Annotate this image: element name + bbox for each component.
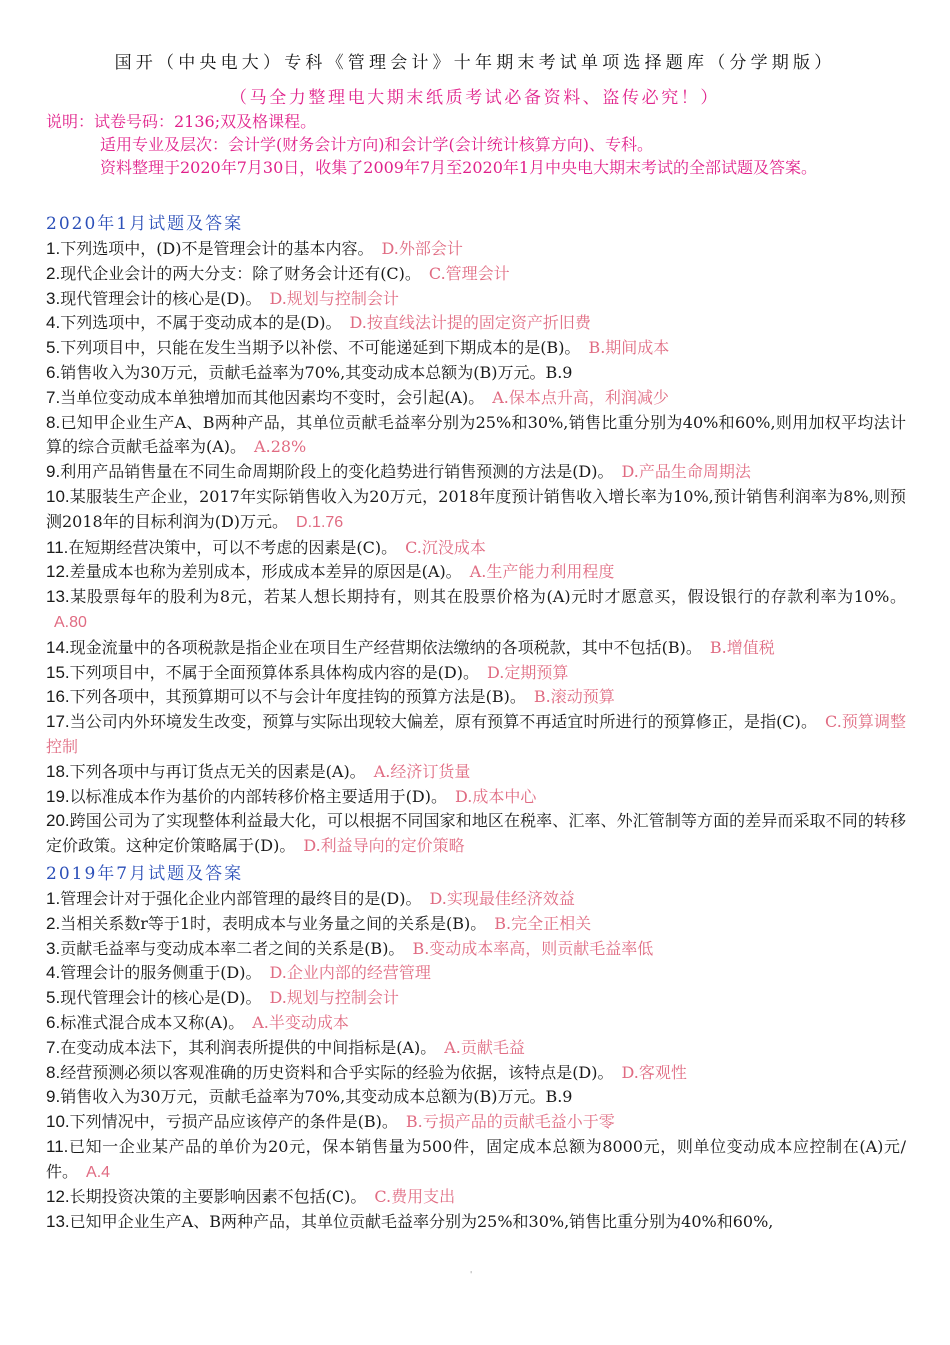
question-text: 利用产品销售量在不同生命周期阶段上的变化趋势进行销售预测的方法是(D)。 — [60, 462, 614, 482]
answer-text: B.变动成本率高，则贡献毛益率低 — [412, 938, 654, 958]
question-text: 管理会计对于强化企业内部管理的最终目的是(D)。 — [60, 888, 422, 908]
question-text: 销售收入为30万元，贡献毛益率为70%,其变动成本总额为(B)万元。B.9 — [60, 362, 573, 382]
question-text: 现代管理会计的核心是(D)。 — [60, 288, 262, 308]
question-text: 当单位变动成本单独增加而其他因素均不变时，会引起(A)。 — [60, 387, 485, 407]
answer-text: B.滚动预算 — [533, 687, 615, 707]
question-number: 1. — [46, 888, 61, 908]
question-text: 销售收入为30万元，贡献毛益率为70%,其变动成本总额为(B)万元。B.9 — [60, 1087, 573, 1107]
question-number: 8. — [46, 412, 61, 432]
answer-text: D.利益导向的定价策略 — [303, 836, 465, 856]
answer-text: C.预算调整控制 — [46, 712, 906, 756]
question-item — [46, 685, 906, 710]
question-text: 现金流量中的各项税款是指企业在项目生产经营期依法缴纳的各项税款，其中不包括(B)。 — [69, 637, 702, 657]
answer-text: A.4 — [86, 1163, 111, 1181]
question-text: 现代管理会计的核心是(D)。 — [60, 988, 262, 1008]
answer-text: D.客观性 — [621, 1062, 687, 1082]
answer-text: D.外部会计 — [381, 239, 463, 258]
answer-text: B.完全正相关 — [494, 913, 592, 933]
question-text: 当公司内外环境发生改变，预算与实际出现较大偏差，原有预算不再适宜时所进行的预算修正，是指(C)。 — [69, 712, 818, 732]
question-item — [46, 237, 906, 262]
document-title: 国开（中央电大）专科《管理会计》十年期末考试单项选择题库（分学期版） — [114, 53, 836, 73]
question-item — [46, 986, 906, 1011]
answer-text: C.管理会计 — [428, 263, 510, 283]
question-number: 5. — [46, 988, 61, 1008]
question-number: 19. — [46, 786, 70, 806]
answer-text: D.产品生命周期法 — [621, 462, 751, 482]
question-number: 1. — [46, 239, 61, 258]
document-subtitle: （马全力整理电大期末纸质考试必备资料、盗传必究！） — [230, 88, 720, 108]
question-number: 13. — [46, 587, 70, 607]
question-number: 4. — [46, 963, 61, 983]
question-number: 5. — [46, 338, 61, 358]
question-item — [46, 262, 906, 287]
question-number: 6. — [46, 1012, 61, 1032]
question-number: 3. — [46, 288, 61, 308]
section-heading: 2020年1月试题及答案 — [46, 214, 244, 234]
question-text: 长期投资决策的主要影响因素不包括(C)。 — [69, 1187, 367, 1207]
question-item — [46, 661, 906, 686]
question-number: 7. — [46, 387, 61, 407]
question-item — [46, 485, 906, 536]
note-applicable-majors: 适用专业及层次：会计学(财务会计方向)和会计学(会计统计核算方向)、专科。 — [100, 135, 653, 154]
question-item — [46, 585, 906, 636]
question-text: 已知一企业某产品的单价为20元，保本销售量为500件，固定成本总额为8000元，则单位变动成本应控制在(A)元/件。 — [46, 1136, 906, 1181]
question-item — [46, 912, 906, 937]
answer-text: D.定期预算 — [486, 662, 569, 682]
question-text: 标准式混合成本又称(A)。 — [60, 1012, 245, 1032]
question-text: 在变动成本法下，其利润表所提供的中间指标是(A)。 — [60, 1037, 437, 1057]
question-item — [46, 785, 906, 810]
question-list — [46, 209, 906, 1235]
answer-text: D.实现最佳经济效益 — [429, 888, 575, 908]
question-text: 某股票每年的股利为8元，若某人想长期持有，则其在股票价格为(A)元时才愿意买，假设银行的存款利率为10%。 — [69, 587, 906, 607]
answer-text: A.保本点升高，利润减少 — [492, 387, 669, 407]
question-number: 12. — [46, 1187, 70, 1207]
question-text: 已知甲企业生产A、B两种产品，其单位贡献毛益率分别为25%和30%,销售比重分别为40%和60%, — [69, 1212, 774, 1232]
question-text: 差量成本也称为差别成本，形成成本差异的原因是(A)。 — [69, 562, 462, 582]
section-heading: 2019年7月试题及答案 — [46, 863, 244, 884]
question-item — [46, 710, 906, 760]
question-item — [46, 1185, 906, 1210]
question-text: 以标准成本作为基价的内部转移价格主要适用于(D)。 — [69, 786, 447, 806]
question-item — [46, 1011, 906, 1036]
question-number: 16. — [46, 687, 70, 707]
question-number: 3. — [46, 938, 61, 958]
question-text: 管理会计的服务侧重于(D)。 — [60, 963, 262, 983]
question-number: 9. — [46, 1087, 61, 1107]
question-item — [46, 287, 906, 312]
question-item — [46, 361, 906, 386]
question-item — [46, 760, 906, 785]
question-item — [46, 560, 906, 585]
answer-text: A.半变动成本 — [252, 1012, 349, 1032]
question-item — [46, 809, 906, 859]
question-text: 下列选项中，(D)不是管理会计的基本内容。 — [60, 239, 374, 258]
question-item — [46, 460, 906, 485]
question-number: 7. — [46, 1037, 61, 1057]
question-item — [46, 386, 906, 411]
answer-text: A.贡献毛益 — [444, 1037, 525, 1057]
question-item — [46, 961, 906, 986]
note-exam-code: 说明：试卷号码：2136;双及格课程。 — [46, 112, 317, 131]
question-number: 15. — [46, 662, 70, 682]
question-item — [46, 1061, 906, 1086]
question-text: 某服装生产企业，2017年实际销售收入为20万元，2018年度预计销售收入增长率为10%,预计销售利润率为8%,则预测2018年的目标利润为(D)万元。 — [46, 486, 906, 531]
answer-text: C.沉没成本 — [405, 537, 486, 557]
question-text: 当相关系数r等于1时，表明成本与业务量之间的关系是(B)。 — [60, 913, 487, 933]
question-number: 8. — [46, 1062, 61, 1082]
question-text: 跨国公司为了实现整体利益最大化，可以根据不同国家和地区在税率、汇率、外汇管制等方面的差异而采取不同的转移定价政策。这种定价策略属于(D)。 — [46, 811, 906, 856]
page-mark: ' — [470, 1270, 473, 1279]
question-item — [46, 1110, 906, 1135]
question-text: 下列选项中，不属于变动成本的是(D)。 — [60, 313, 342, 333]
question-text: 下列情况中，亏损产品应该停产的条件是(B)。 — [69, 1112, 398, 1132]
question-number: 10. — [46, 1112, 70, 1132]
answer-text: D.规划与控制会计 — [269, 988, 399, 1008]
question-number: 20. — [46, 811, 70, 831]
question-text: 已知甲企业生产A、B两种产品，其单位贡献毛益率分别为25%和30%,销售比重分别为40%和60%,则用加权平均法计算的综合贡献毛益率为(A)。 — [46, 412, 906, 457]
question-text: 贡献毛益率与变动成本率二者之间的关系是(B)。 — [60, 938, 405, 958]
answer-text: A.经济订货量 — [373, 761, 471, 781]
question-number: 13. — [46, 1212, 70, 1232]
question-text: 现代企业会计的两大分支：除了财务会计还有(C)。 — [60, 263, 421, 283]
question-item — [46, 1036, 906, 1061]
question-number: 2. — [46, 263, 61, 283]
note-compilation-info: 资料整理于2020年7月30日，收集了2009年7月至2020年1月中央电大期末考试的全部试题及答案。 — [100, 158, 818, 177]
question-item — [46, 937, 906, 962]
question-item — [46, 636, 906, 661]
answer-text: D.规划与控制会计 — [269, 288, 399, 308]
answer-text: D.按直线法计提的固定资产折旧费 — [349, 313, 591, 333]
question-item — [46, 1210, 906, 1235]
question-number: 6. — [46, 362, 61, 382]
question-number: 11. — [46, 537, 69, 557]
question-number: 17. — [46, 712, 70, 732]
answer-text: B.期间成本 — [588, 338, 670, 358]
question-item — [46, 536, 906, 561]
answer-text: B.亏损产品的贡献毛益小于零 — [405, 1112, 615, 1132]
question-number: 12. — [46, 562, 70, 582]
question-text: 下列各项中与再订货点无关的因素是(A)。 — [69, 761, 366, 781]
question-text: 在短期经营决策中，可以不考虑的因素是(C)。 — [68, 537, 398, 557]
question-number: 11. — [46, 1136, 69, 1156]
question-number: 9. — [46, 462, 61, 482]
question-item — [46, 887, 906, 912]
answer-text: A.生产能力利用程度 — [469, 562, 615, 582]
answer-text: A.80 — [54, 613, 87, 631]
answer-text: D.成本中心 — [454, 786, 537, 806]
question-number: 10. — [46, 486, 70, 506]
answer-text: D.1.76 — [296, 513, 344, 531]
question-text: 下列各项中，其预算期可以不与会计年度挂钩的预算方法是(B)。 — [69, 687, 526, 707]
question-text: 下列项目中，不属于全面预算体系具体构成内容的是(D)。 — [69, 662, 479, 682]
question-item — [46, 311, 906, 336]
notes-block — [46, 110, 908, 179]
answer-text: B.增值税 — [709, 637, 775, 657]
question-number: 4. — [46, 313, 61, 333]
question-item — [46, 411, 906, 461]
question-item — [46, 336, 906, 361]
question-item — [46, 1135, 906, 1186]
question-text: 经营预测必须以客观准确的历史资料和合乎实际的经验为依据，该特点是(D)。 — [60, 1062, 614, 1082]
answer-text: A.28% — [254, 437, 307, 457]
question-number: 2. — [46, 913, 61, 933]
question-number: 14. — [46, 637, 70, 657]
question-item — [46, 1085, 906, 1110]
question-number: 18. — [46, 761, 70, 781]
answer-text: D.企业内部的经营管理 — [269, 963, 431, 983]
question-text: 下列项目中，只能在发生当期予以补偿、不可能递延到下期成本的是(B)。 — [60, 338, 581, 358]
answer-text: C.费用支出 — [374, 1187, 456, 1207]
